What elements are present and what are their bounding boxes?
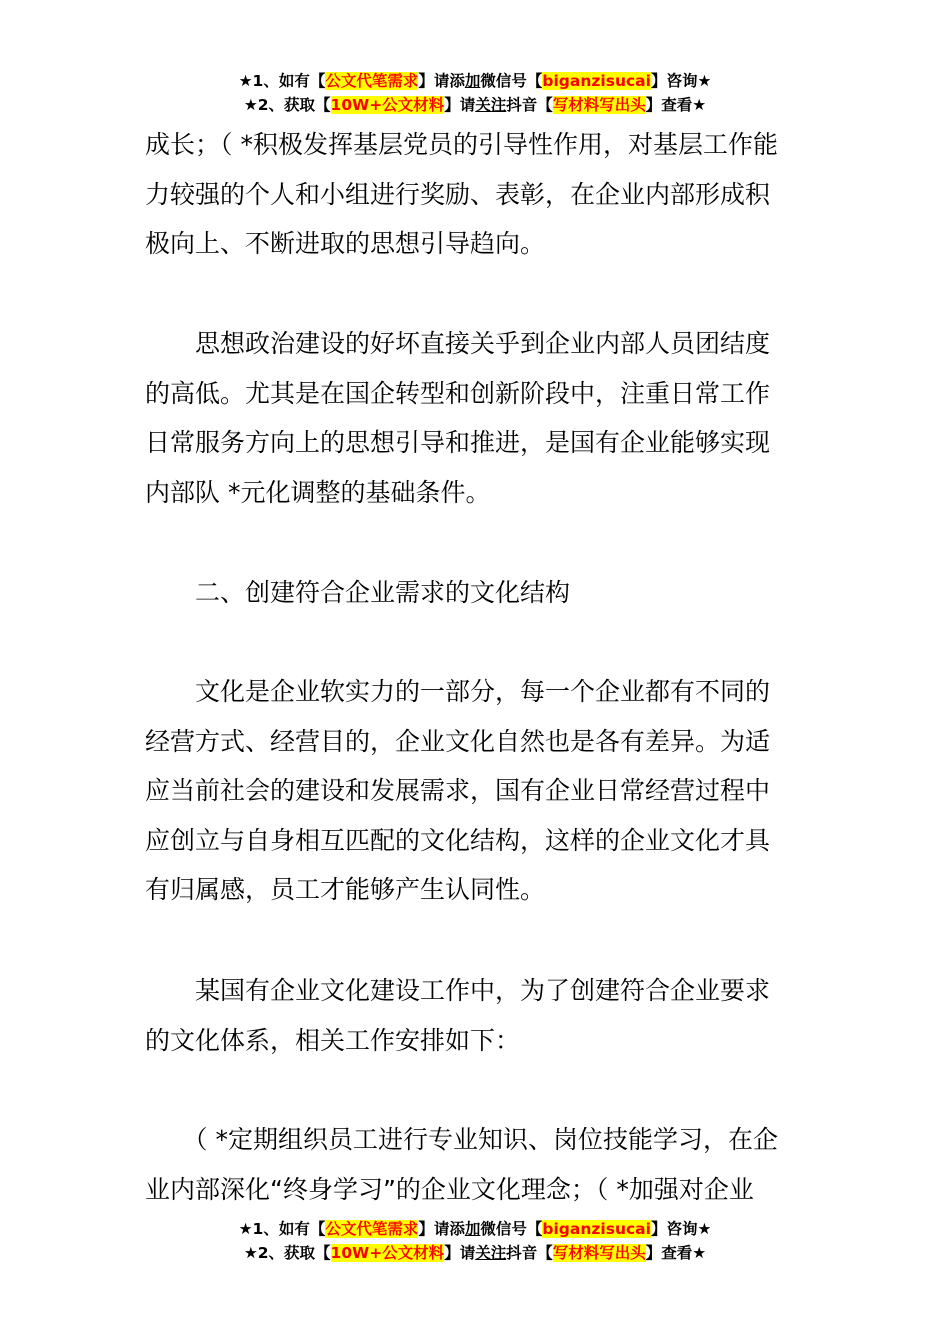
paragraph-line: 极向上、不断进取的思想引导趋向。 <box>145 229 546 258</box>
header-banner-line-2: ★2、获取【10W+公文材料】请关注抖音【写材料写出头】查看★ <box>243 96 707 114</box>
paragraph-line: 应创立与自身相互匹配的文化结构，这样的企业文化才具 <box>145 825 771 855</box>
footer-banner-line-2: ★2、获取【10W+公文材料】请关注抖音【写材料写出头】查看★ <box>243 1244 707 1262</box>
paragraph-line: 业内部深化“终身学习”的企业文化理念；（ *加强对企业 <box>145 1174 754 1204</box>
highlight-ghostwriting: 公文代笔需求 <box>325 72 419 90</box>
paragraph-line: 的高低。尤其是在国企转型和创新阶段中，注重日常工作 <box>145 378 771 408</box>
footer-banner <box>0 1217 950 1265</box>
header-banner <box>0 69 950 117</box>
paragraph-line: 思想政治建设的好坏直接关乎到企业内部人员团结度 <box>145 329 771 358</box>
paragraph-line: 的文化体系，相关工作安排如下： <box>145 1025 521 1055</box>
paragraph-line: 有归属感，员工才能够产生认同性。 <box>145 875 546 904</box>
paragraph-line: 日常服务方向上的思想引导和推进，是国有企业能够实现 <box>145 428 771 457</box>
highlight-materials: 10W+公文材料 <box>330 96 445 114</box>
paragraph-line: 经营方式、经营目的，企业文化自然也是各有差异。为适 <box>145 726 771 756</box>
paragraph-5 <box>145 1115 810 1214</box>
paragraph-line: 内部队 *元化调整的基础条件。 <box>145 477 491 507</box>
highlight-douyin-account: 写材料写出头 <box>552 96 646 114</box>
paragraph-4 <box>145 966 810 1065</box>
highlight-douyin-account: 写材料写出头 <box>552 1244 646 1262</box>
paragraph-line: 某国有企业文化建设工作中，为了创建符合企业要求 <box>145 976 771 1005</box>
header-banner-line-1: ★1、如有【公文代笔需求】请添加微信号【biganzisucai】咨询★ <box>238 72 712 90</box>
paragraph-3 <box>145 667 810 915</box>
footer-banner-line-1: ★1、如有【公文代笔需求】请添加微信号【biganzisucai】咨询★ <box>238 1220 712 1238</box>
paragraph-2 <box>145 319 810 517</box>
section-heading: 二、创建符合企业需求的文化结构 <box>145 578 571 607</box>
highlight-materials: 10W+公文材料 <box>330 1244 445 1262</box>
paragraph-1 <box>145 120 810 269</box>
paragraph-line: 成长；（ *积极发挥基层党员的引导性作用，对基层工作能 <box>145 130 778 159</box>
highlight-wechat-id: biganzisucai <box>542 1220 651 1238</box>
paragraph-line: （ *定期组织员工进行专业知识、岗位技能学习，在企 <box>145 1125 778 1154</box>
highlight-ghostwriting: 公文代笔需求 <box>325 1220 419 1238</box>
highlight-wechat-id: biganzisucai <box>542 72 651 90</box>
paragraph-line: 文化是企业软实力的一部分，每一个企业都有不同的 <box>145 677 771 706</box>
paragraph-line: 力较强的个人和小组进行奖励、表彰，在企业内部形成积 <box>145 179 771 209</box>
paragraph-line: 应当前社会的建设和发展需求，国有企业日常经营过程中 <box>145 776 771 805</box>
